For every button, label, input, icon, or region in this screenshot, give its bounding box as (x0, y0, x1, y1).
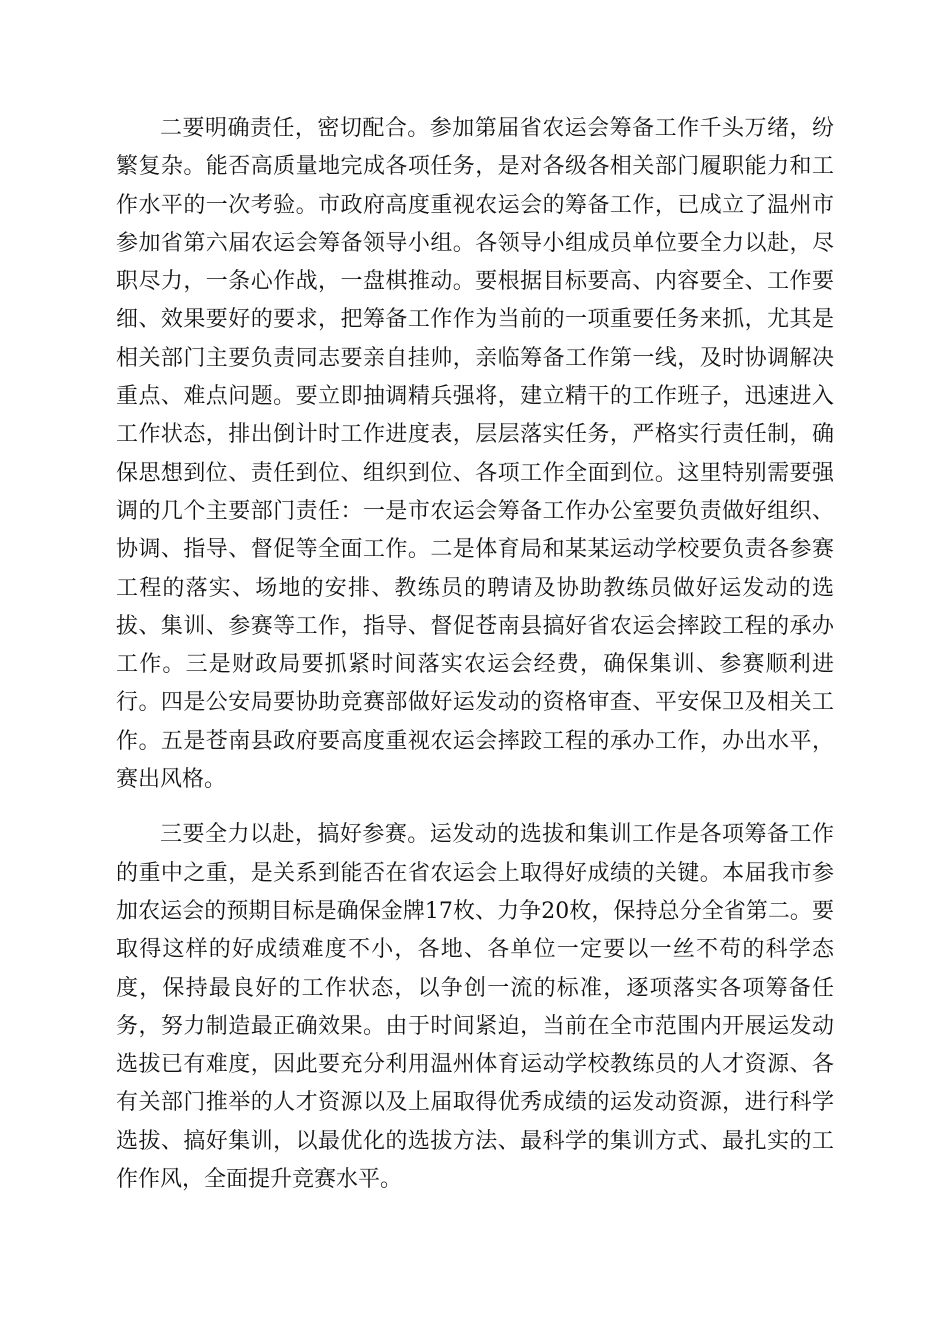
paragraph-responsibility: 二要明确责任，密切配合。参加第届省农运会筹备工作千头万绪，纷繁复杂。能否高质量地完成各项任务，是对各级各相关部门履职能力和工作水平的一次考验。市政府高度重视农运会的筹备工作，已成立了温州市参加省第六届农运会筹备领导小组。各领导小组成员单位要全力以赴，尽职尽力，一条心作战，一盘棋推动。要根据目标要高、内容要全、工作要细、效果要好的要求，把筹备工作作为当前的一项重要任务来抓，尤其是相关部门主要负责同志要亲自挂帅，亲临筹备工作第一线，及时协调解决重点、难点问题。要立即抽调精兵强将，建立精干的工作班子，迅速进入工作状态，排出倒计时工作进度表，层层落实任务，严格实行责任制，确保思想到位、责任到位、组织到位、各项工作全面到位。这里特别需要强调的几个主要部门责任：一是市农运会筹备工作办公室要负责做好组织、协调、指导、督促等全面工作。二是体育局和某某运动学校要负责各参赛工程的落实、场地的安排、教练员的聘请及协助教练员做好运发动的选拔、集训、参赛等工作，指导、督促苍南县搞好省农运会摔跤工程的承办工作。三是财政局要抓紧时间落实农运会经费，确保集训、参赛顺利进行。四是公安局要协助竞赛部做好运发动的资格审查、平安保卫及相关工作。五是苍南县政府要高度重视农运会摔跤工程的承办工作，办出水平，赛出风格。 (116, 116, 834, 793)
document-body (116, 110, 834, 1199)
paragraph-competition: 三要全力以赴，搞好参赛。运发动的选拔和集训工作是各项筹备工作的重中之重，是关系到能否在省农运会上取得好成绩的关键。本届我市参加农运会的预期目标是确保金牌17枚、力争20枚，保持总分全省第二。要取得这样的好成绩难度不小，各地、各单位一定要以一丝不苟的科学态度，保持最良好的工作状态，以争创一流的标准，逐项落实各项筹备任务，努力制造最正确效果。由于时间紧迫，当前在全市范围内开展运发动选拔已有难度，因此要充分利用温州体育运动学校教练员的人才资源、各有关部门推举的人才资源以及上届取得优秀成绩的运发动资源，进行科学选拔、搞好集训，以最优化的选拔方法、最科学的集训方式、最扎实的工作作风，全面提升竞赛水平。 (116, 822, 834, 1193)
